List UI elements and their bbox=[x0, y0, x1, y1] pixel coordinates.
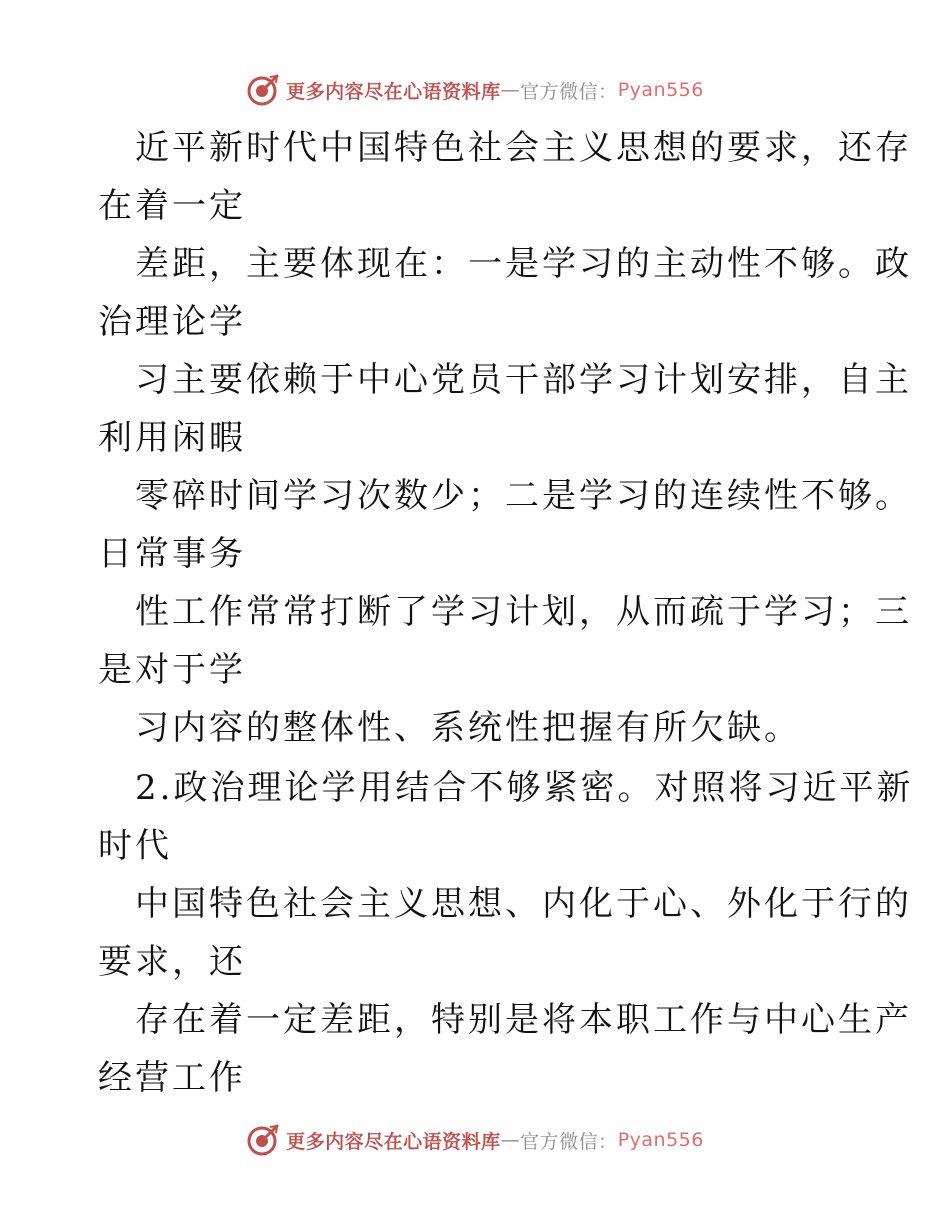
text-line: 治理论学 bbox=[98, 302, 246, 342]
text-line: 零碎时间学习次数少；二是学习的连续性不够。 bbox=[135, 476, 912, 516]
pen-logo-icon bbox=[246, 1123, 280, 1157]
text-line: 习内容的整体性、系统性把握有所欠缺。 bbox=[135, 708, 801, 748]
text-line: 中国特色社会主义思想、内化于心、外化于行的 bbox=[135, 884, 912, 924]
text-line: 要求，还 bbox=[98, 942, 246, 982]
text-line: 2.政治理论学用结合不够紧密。对照将习近平新 bbox=[135, 768, 914, 808]
banner-separator: — bbox=[500, 1129, 521, 1151]
text-line: 在着一定 bbox=[98, 186, 246, 226]
text-line: 习主要依赖于中心党员干部学习计划安排，自主 bbox=[135, 360, 912, 400]
text-line: 经营工作 bbox=[98, 1058, 246, 1098]
text-line: 利用闲暇 bbox=[98, 418, 246, 458]
banner-wechat-id: Pyan556 bbox=[617, 79, 704, 101]
footer-banner bbox=[0, 1120, 950, 1160]
pen-logo-icon bbox=[246, 73, 280, 107]
banner-wechat-label: 官方微信： bbox=[520, 80, 618, 103]
banner-separator: — bbox=[500, 79, 521, 101]
banner-wechat-label: 官方微信： bbox=[520, 1130, 618, 1153]
banner-title: 更多内容尽在心语资料库 bbox=[286, 80, 501, 103]
banner-title: 更多内容尽在心语资料库 bbox=[286, 1130, 501, 1153]
text-line: 存在着一定差距，特别是将本职工作与中心生产 bbox=[135, 1000, 912, 1040]
text-line: 是对于学 bbox=[98, 650, 246, 690]
text-line: 差距，主要体现在：一是学习的主动性不够。政 bbox=[135, 244, 912, 284]
text-line: 日常事务 bbox=[98, 534, 246, 574]
text-line: 性工作常常打断了学习计划，从而疏于学习；三 bbox=[135, 592, 912, 632]
banner-wechat-id: Pyan556 bbox=[617, 1129, 704, 1151]
text-line: 时代 bbox=[98, 826, 172, 866]
text-line: 近平新时代中国特色社会主义思想的要求，还存 bbox=[135, 128, 912, 168]
header-banner bbox=[0, 70, 950, 110]
